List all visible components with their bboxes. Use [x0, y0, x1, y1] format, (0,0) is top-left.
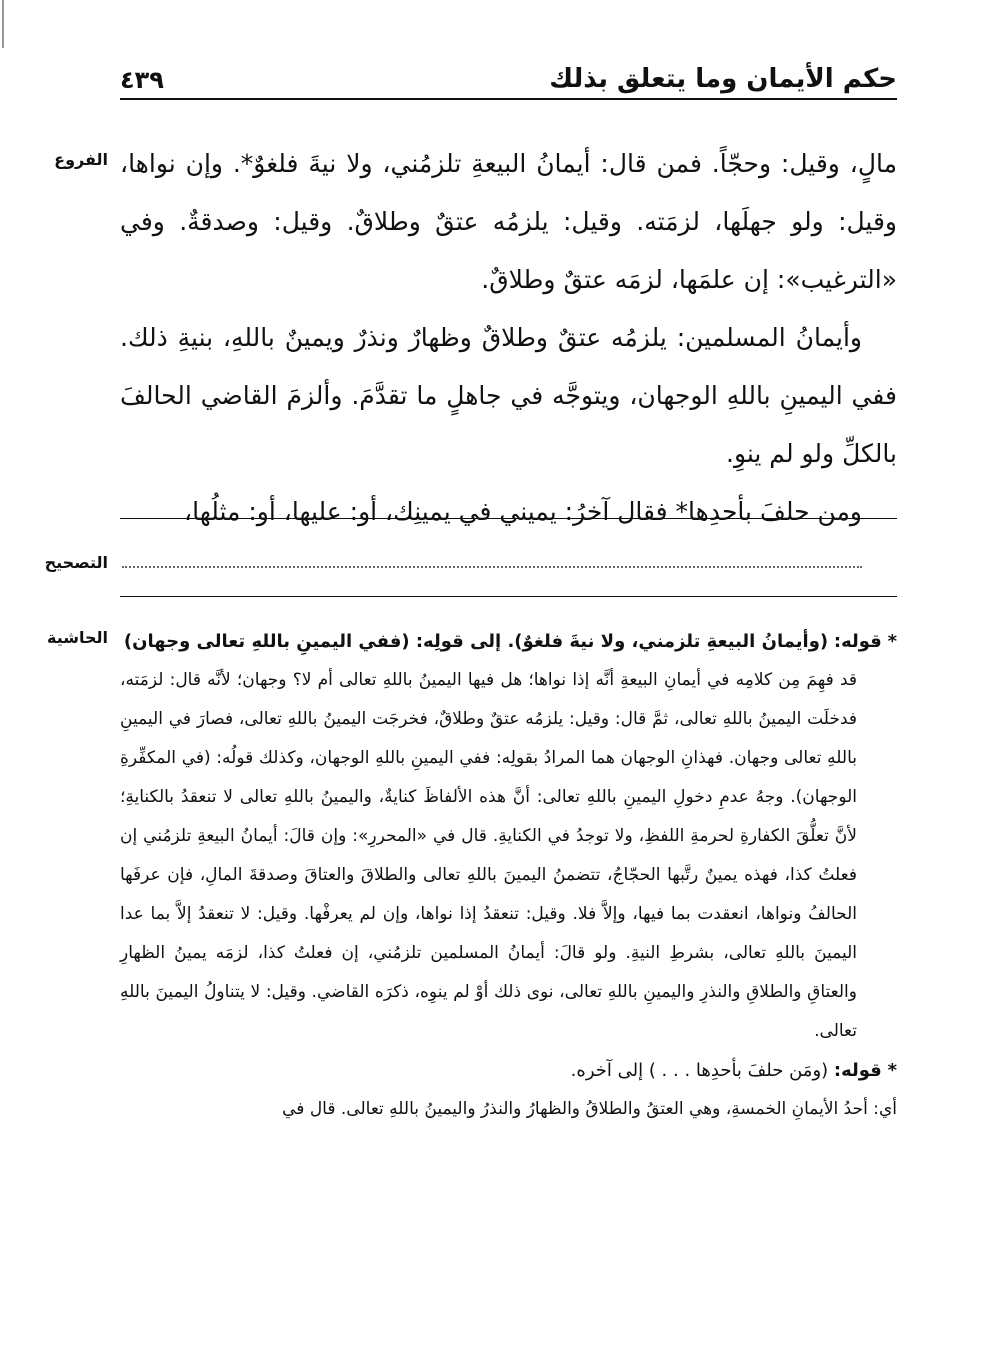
main-paragraph: مالٍ، وقيل: وحجّاً. فمن قال: أيمانُ البيعةِ تلزمُني، ولا نيةَ فلغوٌ*. وإن نواها، وقيل: ولو جهلَها، لزمَته. وقيل: يلزمُه عتقٌ وطلاقٌ. وقيل: وصدقةٌ. وفي «الترغيب»: إن علمَها، لزمَه عتقٌ وطلاقٌ.: [120, 149, 897, 294]
margin-label-hashiya: الحاشية: [47, 628, 108, 647]
section-divider: [120, 518, 897, 519]
margin-label-tashih: التصحيح: [44, 553, 108, 572]
main-paragraph: وأيمانُ المسلمين: يلزمُه عتقٌ وطلاقٌ وظهارٌ ونذرٌ ويمينٌ باللهِ، بنيةِ ذلك. ففي اليمينِ باللهِ الوجهان، ويتوجَّه في جاهلٍ ما تقدَّمَ. وألزمَ القاضي الحالفَ بالكلِّ ولو لم ينوِ.: [120, 323, 897, 468]
note-star: *: [887, 1060, 897, 1081]
note-label: قوله:: [833, 1060, 882, 1081]
note-body: قد فهِمَ مِن كلامِه في أيمانِ البيعةِ أنَّه إذا نواها؛ هل فيها اليمينُ باللهِ تعالى أم لا؟ وجهان؛ لأنَّه قال: لزمَته، فدخلَت اليمينُ باللهِ تعالى، ثمَّ قال: وقيل: يلزمُه عتقٌ وطلاقٌ، فخرجَت اليمينُ باللهِ تعالى، فصارَ في اليمينِ باللهِ تعالى وجهان. فهذانِ الوجهان هما المرادُ بقولِه: ففي اليمينِ باللهِ الوجهان، وكذلك قولُه: (في المكفِّرةِ الوجهان). وجهُ عدمِ دخولِ اليمينِ باللهِ تعالى: أنَّ هذه الألفاظَ كنايةٌ، واليمينُ باللهِ تعالى لا تنعقدُ بالكنايةِ؛ لأنَّ تعلُّقَ الكفارةِ لحرمةِ اللفظِ، ولا توجدُ في الكنايةِ. قال في «المحررِ»: وإن قالَ: أيمانُ البيعةِ تلزمُني إن فعلتُ كذا، فهذه يمينٌ رتَّبها الحجّاجُ، تتضمنُ اليمينَ باللهِ تعالى والطلاقَ والعتاقَ وصدقةَ المالِ، فإن عرفَها الحالفُ ونواها، انعقدت بما فيها، وإلاَّ فلا. وقيل: تنعقدُ إذا نواها، وإن لم يعرفْها. وقيل: لا تنعقدُ إلاَّ بما عدا اليمينَ باللهِ تعالى، بشرطِ النيةِ. ولو قالَ: أيمانُ المسلمين تلزمُني، إن فعلتُ كذا، لزمَه يمينُ الظهارِ والعتاقِ والطلاقِ والنذرِ واليمينِ باللهِ تعالى، نوى ذلك أوْ لم ينوِه، ذكرَه القاضي. وقيل: لا يتناولُ اليمينَ باللهِ تعالى.: [120, 670, 857, 1041]
main-paragraph: ومن حلفَ بأحدِها* فقال آخرُ: يميني في يمينِك، أو: عليها، أو: مثلُها،: [184, 497, 862, 526]
scan-edge-line: [2, 0, 4, 48]
header-title: حكم الأيمان وما يتعلق بذلك: [549, 64, 897, 94]
margin-label-furu: الفروع: [54, 150, 108, 169]
commentary-notes: [120, 622, 897, 1129]
note-heading: [120, 622, 897, 661]
note-label: قوله:: [833, 631, 882, 652]
section-divider: [120, 596, 897, 597]
running-header: [120, 60, 897, 100]
note-quote: (ومَن حلفَ بأحدِها . . . ) إلى آخره.: [570, 1060, 829, 1081]
note-heading: [120, 1051, 897, 1090]
note-quote: (وأيمانُ البيعةِ تلزمني، ولا نيةَ فلغوٌ). إلى قولِه: (ففي اليمينِ باللهِ تعالى وجهان): [123, 631, 829, 652]
note-star: *: [887, 631, 897, 652]
note-body: أي: أحدُ الأيمانِ الخمسةِ، وهي العتقُ والطلاقُ والظهارُ والنذرُ واليمينُ باللهِ تعالى. قال في: [282, 1099, 897, 1119]
tashih-dotted-line: [122, 566, 862, 568]
page-number: ٤٣٩: [120, 66, 164, 94]
main-text: [120, 135, 897, 541]
